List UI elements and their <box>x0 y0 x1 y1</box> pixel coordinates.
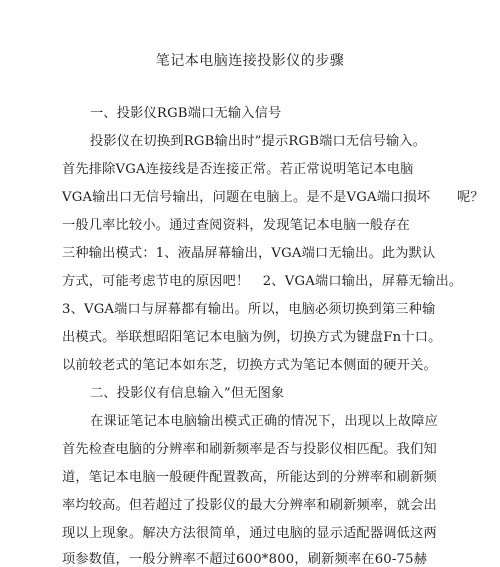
paragraph-line: 三种输出模式：1、液晶屏幕输出，VGA端口无输出。此为默认 <box>62 246 436 261</box>
paragraph-line: 道，笔记本电脑一般硬件配置教高，所能达到的分辨率和刷新频 <box>62 470 437 485</box>
paragraph-line: 在课证笔记本电脑输出模式正确的情况下，出现以上故障应 <box>90 414 439 429</box>
paragraph-line: 以前较老式的笔记本如东芝，切换方式为笔记本侧面的硬开关。 <box>62 358 437 373</box>
paragraph-line: 项参数值，一般分辨率不超过600*800，刷新频率在60-75赫 <box>62 552 428 567</box>
paragraph-line: 方式，可能考虑节电的原因吧！ 2、VGA端口输出，屏幕无输出。 <box>62 274 463 289</box>
paragraph-line: 投影仪在切换到RGB输出时”提示RGB端口无信号输入。 <box>90 134 427 149</box>
paragraph-line: 一般几率比较小。通过查阅资料，发现笔记本电脑一般存在 <box>62 218 411 233</box>
paragraph-line: VGA输出口无信号输出，问题在电脑上。是不是VGA端口损坏 呢？ <box>62 190 484 205</box>
paragraph-line: 首先检查电脑的分辨率和刷新频率是否与投影仪相匹配。我们知 <box>62 442 437 457</box>
section-heading-1: 一、投影仪RGB端口无输入信号 <box>90 106 282 121</box>
paragraph-line: 现以上现象。解决方法很简单，通过电脑的显示适配器调低这两 <box>62 526 437 541</box>
paragraph-line: 率均较高。但若超过了投影仪的最大分辨率和刷新频率，就会出 <box>62 498 437 513</box>
document-title: 笔记本电脑连接投影仪的步骤 <box>155 53 345 69</box>
paragraph-line: 3、VGA端口与屏幕都有输出。所以，电脑必须切换到第三种输 <box>62 302 436 317</box>
paragraph-line: 出模式。举联想昭阳笔记本电脑为例，切换方式为键盘Fn十口。 <box>62 330 442 345</box>
section-heading-2: 二、投影仪有信息输入”但无图象 <box>90 386 285 401</box>
paragraph-line: 首先排除VGA连接线是否连接正常。若正常说明笔记本电脑 <box>62 162 414 177</box>
